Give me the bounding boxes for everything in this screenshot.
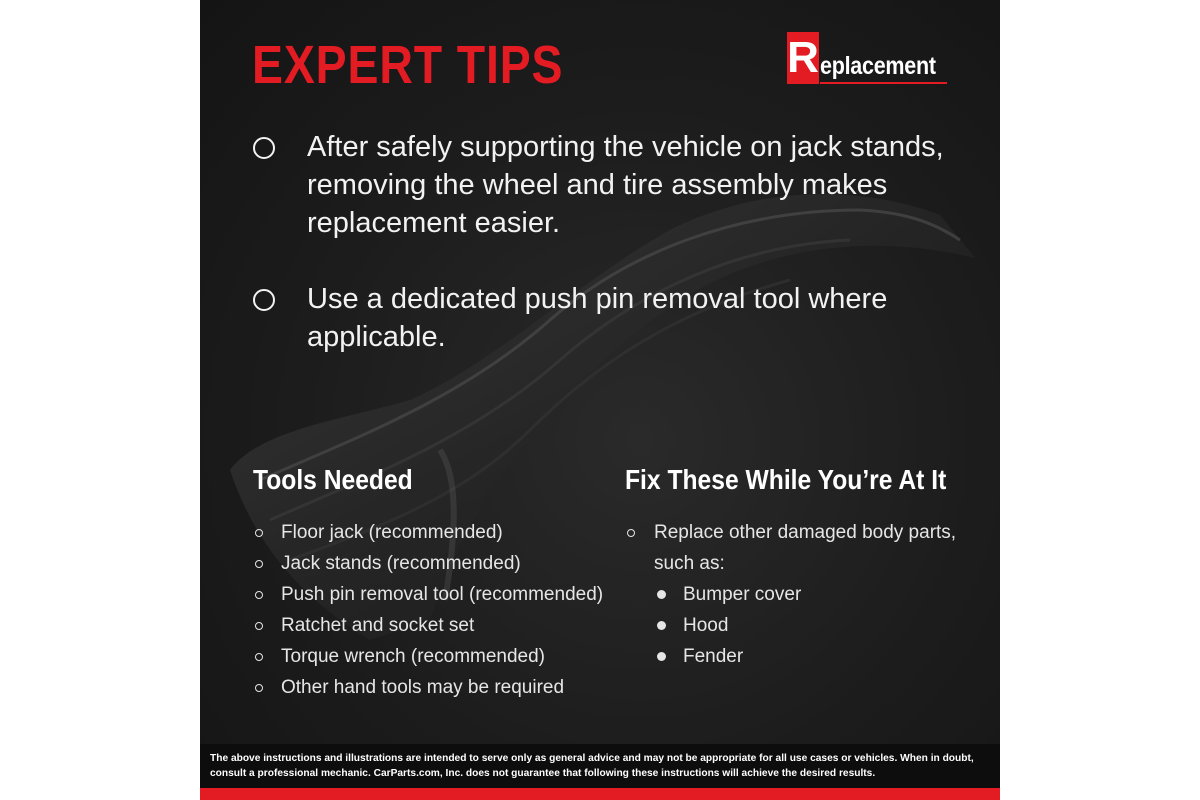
list-item — [253, 517, 603, 548]
list-item-continuation — [625, 548, 956, 579]
fix-list — [625, 517, 956, 672]
list-item — [253, 641, 603, 672]
tip-text: After safely supporting the vehicle on jack stands, removing the wheel and tire assembly makes replacement easier. — [307, 131, 944, 239]
tool-label: Jack stands (recommended) — [281, 553, 521, 574]
fix-heading: Fix These While You’re At It — [625, 464, 947, 495]
circle-bullet-icon — [255, 622, 263, 630]
circle-bullet-icon — [253, 289, 275, 311]
page-title: EXPERT TIPS — [252, 35, 564, 95]
dot-bullet-icon — [657, 652, 666, 661]
tool-label: Push pin removal tool (recommended) — [281, 584, 604, 605]
tools-list — [253, 517, 603, 703]
sub-item-label: Fender — [683, 646, 744, 667]
list-item — [253, 579, 603, 610]
tool-label: Ratchet and socket set — [281, 615, 475, 636]
sub-item-label: Hood — [683, 615, 729, 636]
circle-bullet-icon — [255, 591, 263, 599]
footer-accent-bar — [200, 788, 1000, 800]
disclaimer-text: The above instructions and illustrations are intended to serve only as general advice and may not be appropriate for all use cases or vehicles. When in doubt, consult a professional mechanic. CarParts.com, Inc. does not guarantee that following these instructions will achieve the desired results. — [210, 753, 974, 779]
fix-label: Replace other damaged body parts, — [654, 522, 957, 543]
list-item — [253, 548, 603, 579]
circle-bullet-icon — [253, 137, 275, 159]
list-item — [253, 672, 603, 703]
circle-bullet-icon — [627, 529, 635, 537]
list-item — [625, 579, 956, 610]
list-item — [625, 610, 956, 641]
replacement-logo — [787, 32, 947, 86]
fix-label: such as: — [654, 553, 725, 574]
expert-tips-card — [200, 0, 1000, 800]
logo-initial: R — [787, 33, 819, 82]
circle-bullet-icon — [255, 529, 263, 537]
dot-bullet-icon — [657, 590, 666, 599]
tool-label: Torque wrench (recommended) — [281, 646, 546, 667]
list-item — [625, 517, 956, 548]
circle-bullet-icon — [255, 653, 263, 661]
tip-text: Use a dedicated push pin removal tool where applicable. — [307, 283, 888, 353]
list-item — [253, 610, 603, 641]
disclaimer-bar — [200, 744, 1000, 788]
circle-bullet-icon — [255, 560, 263, 568]
logo-underline — [820, 82, 947, 84]
dot-bullet-icon — [657, 621, 666, 630]
tool-label: Floor jack (recommended) — [281, 522, 503, 543]
logo-text: eplacement — [820, 52, 936, 80]
tools-heading: Tools Needed — [253, 464, 413, 495]
tool-label: Other hand tools may be required — [281, 677, 565, 698]
list-item — [625, 641, 956, 672]
sub-item-label: Bumper cover — [683, 584, 802, 605]
circle-bullet-icon — [255, 684, 263, 692]
